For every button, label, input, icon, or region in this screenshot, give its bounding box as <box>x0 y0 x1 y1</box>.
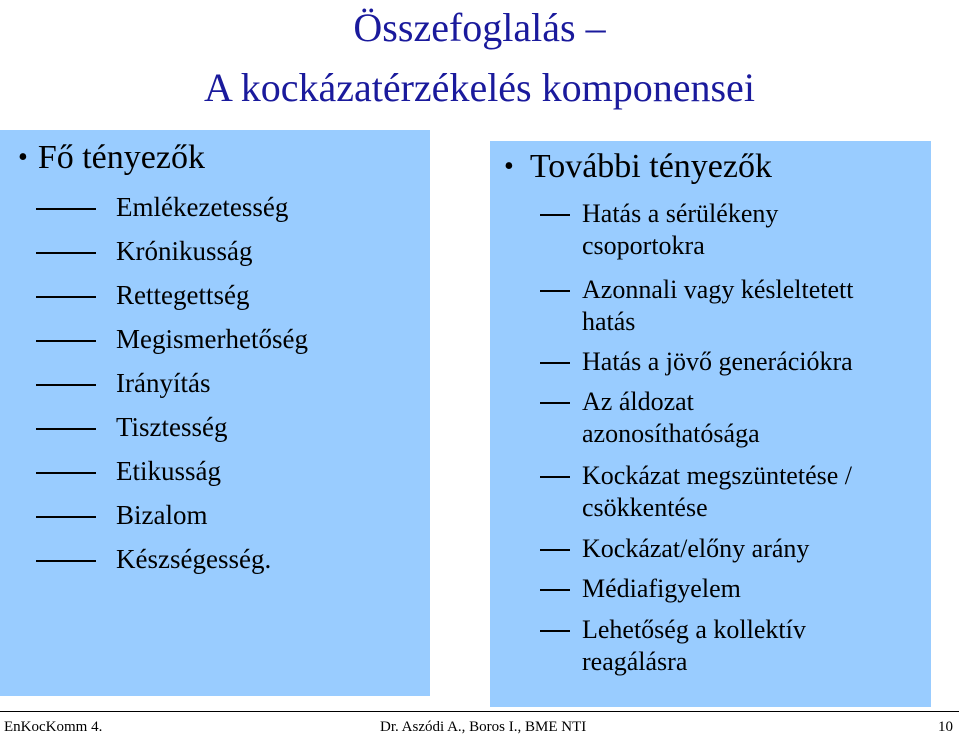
dash-icon <box>36 472 96 474</box>
dash-icon <box>540 630 570 632</box>
footer-authors: Dr. Aszódi A., Boros I., BME NTI <box>380 719 587 735</box>
list-item: Bizalom <box>36 499 207 532</box>
bullet-icon: • <box>18 142 28 173</box>
list-item: Megismerhetőség <box>36 323 308 356</box>
list-item: Médiafigyelem <box>540 573 741 605</box>
footer-divider <box>0 711 959 712</box>
dash-icon <box>36 340 96 342</box>
other-factors-heading-row <box>504 147 772 187</box>
dash-icon <box>540 549 570 551</box>
dash-icon <box>36 560 96 562</box>
dash-icon <box>36 384 96 386</box>
footer-page-number: 10 <box>938 719 953 735</box>
list-item: Emlékezetesség <box>36 191 288 224</box>
list-item: Lehetőség a kollektív reagálásra <box>540 614 806 678</box>
dash-icon <box>36 208 96 210</box>
list-item: Hatás a sérülékeny csoportokra <box>540 198 778 262</box>
main-factors-heading: Fő tényezők <box>37 139 205 176</box>
list-item: Rettegettség <box>36 279 249 312</box>
dash-icon <box>540 214 570 216</box>
list-item: Kockázat megszüntetése / csökkentése <box>540 460 852 524</box>
list-item: Kockázat/előny arány <box>540 533 809 565</box>
dash-icon <box>540 589 570 591</box>
list-item: Az áldozat azonosíthatósága <box>540 386 760 450</box>
dash-icon <box>540 476 570 478</box>
dash-icon <box>540 402 570 404</box>
footer-course: EnKocKomm 4. <box>4 719 103 735</box>
list-item: Krónikusság <box>36 235 253 268</box>
dash-icon <box>36 252 96 254</box>
slide-title-line1: Összefoglalás – <box>353 5 606 50</box>
list-item: Azonnali vagy késleltetett hatás <box>540 274 853 338</box>
list-item: Hatás a jövő generációkra <box>540 346 853 378</box>
list-item: Irányítás <box>36 367 210 400</box>
dash-icon <box>36 428 96 430</box>
other-factors-box <box>490 141 931 707</box>
other-factors-heading: További tényezők <box>529 148 772 185</box>
slide-title-line2: A kockázatérzékelés komponensei <box>204 65 755 110</box>
list-item: Tisztesség <box>36 411 228 444</box>
dash-icon <box>540 362 570 364</box>
bullet-icon: • <box>504 151 514 182</box>
main-factors-box <box>0 130 430 696</box>
main-factors-heading-row <box>18 138 205 178</box>
dash-icon <box>36 296 96 298</box>
dash-icon <box>36 516 96 518</box>
list-item: Készségesség. <box>36 543 271 576</box>
list-item: Etikusság <box>36 455 221 488</box>
dash-icon <box>540 290 570 292</box>
